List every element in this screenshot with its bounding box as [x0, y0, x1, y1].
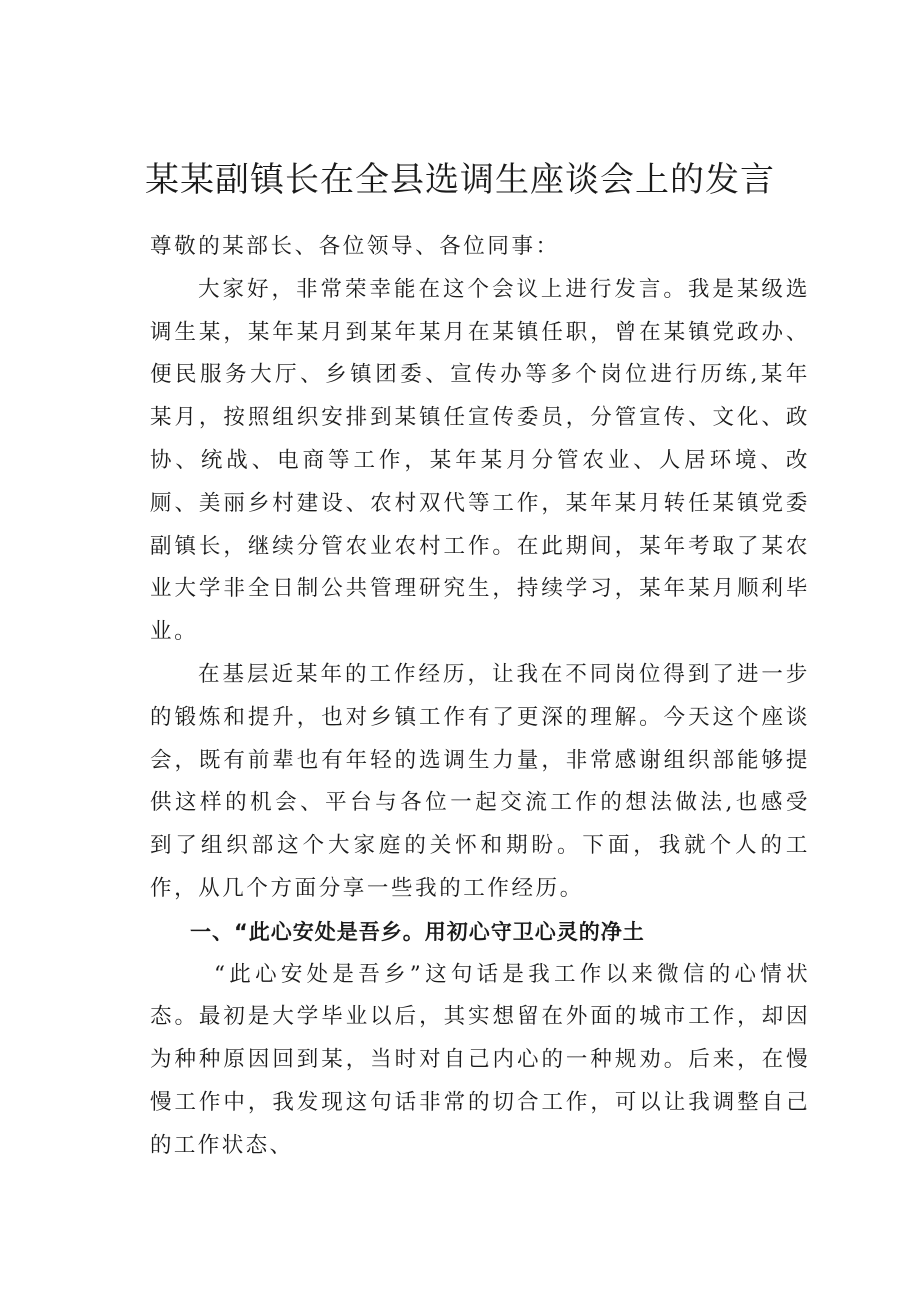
- section-heading: 一、“此心安处是吾乡。用初心守卫心灵的净土: [190, 919, 645, 944]
- salutation: 尊敬的某部长、各位领导、各位同事：: [150, 234, 560, 259]
- paragraph-intro: 大家好，非常荣幸能在这个会议上进行发言。我是某级选调生某，某年某月到某年某月在某镇任职，曾在某镇党政办、便民服务大厅、乡镇团委、宣传办等多个岗位进行历练,某年某月，按照组织安排到某镇任宣传委员，分管宣传、文化、政协、统战、电商等工作，某年某月分管农业、人居环境、改厕、美丽乡村建设、农村双代等工作，某年某月转任某镇党委副镇长，继续分管农业农村工作。在此期间，某年考取了某农业大学非全日制公共管理研究生，持续学习，某年某月顺利毕业。: [150, 276, 810, 645]
- document-body: [150, 226, 810, 1168]
- paragraph-experience: 在基层近某年的工作经历，让我在不同岗位得到了进一步的锻炼和提升，也对乡镇工作有了更深的理解。今天这个座谈会，既有前辈也有年轻的选调生力量，非常感谢组织部能够提供这样的机会、平台与各位一起交流工作的想法做法,也感受到了组织部这个大家庭的关怀和期盼。下面，我就个人的工作，从几个方面分享一些我的工作经历。: [150, 661, 810, 901]
- section-paragraph: “此心安处是吾乡”这句话是我工作以来微信的心情状态。最初是大学毕业以后，其实想留在外面的城市工作，却因为种种原因回到某，当时对自己内心的一种规劝。后来，在慢慢工作中，我发现这句话非常的切合工作，可以让我调整自己的工作状态、: [150, 961, 810, 1158]
- document-title: 某某副镇长在全县选调生座谈会上的发言: [145, 160, 775, 200]
